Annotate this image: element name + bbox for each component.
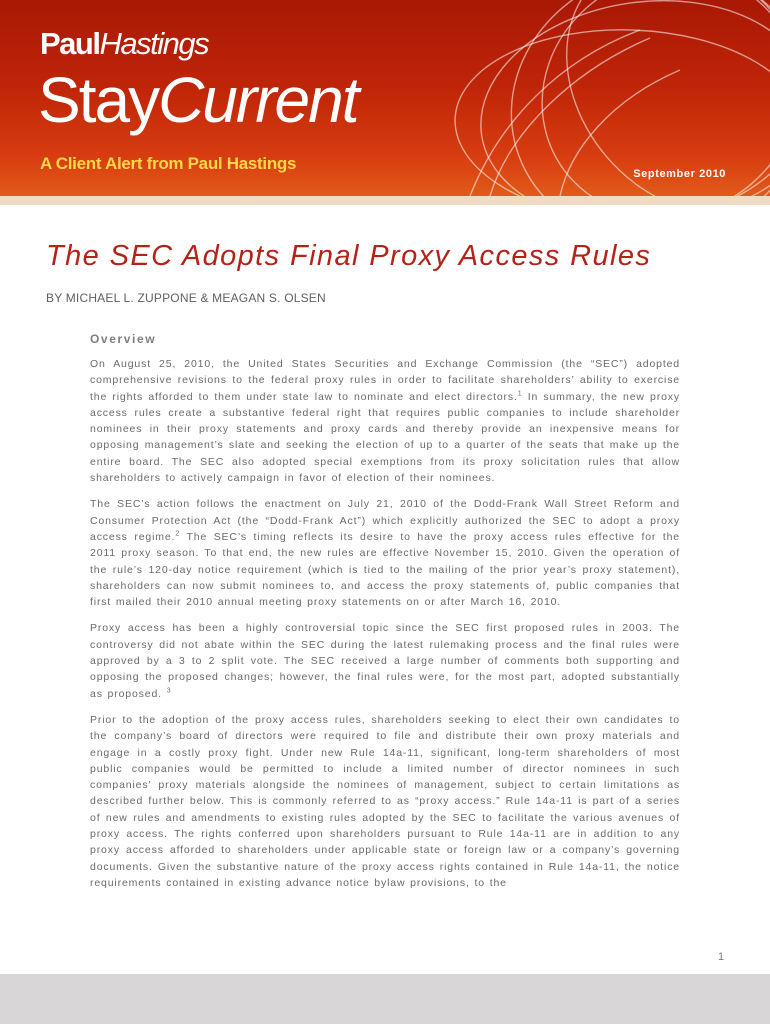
brand-name-last: Hastings xyxy=(99,26,209,61)
article-body xyxy=(90,332,680,901)
paragraph-text: The SEC’s action follows the enactment on July 21, 2010 of the Dodd-Frank Wall Street Reform and Consumer Protection Act (the “Dodd-Frank Act”) which explicitly authorized the SEC to adopt a proxy access regime. xyxy=(90,498,680,543)
page-number: 1 xyxy=(718,951,725,963)
paragraph xyxy=(90,356,680,486)
paragraph-text: The SEC’s timing reflects its desire to have the proxy access rules effective for the 2011 proxy season. To that end, the new rules are effective November 15, 2010. Given the operation of the rule’s 120-day notice requirement (which is tied to the mailing of the prior year’s proxy statement), shareholders can now submit nominees to, and access the proxy statements of, public companies that first mailed their 2010 annual meeting proxy statements on or after March 16, 2010. xyxy=(90,530,680,609)
publication-name xyxy=(38,64,358,136)
byline: BY MICHAEL L. ZUPPONE & MEAGAN S. OLSEN xyxy=(46,291,326,305)
article-title: The SEC Adopts Final Proxy Access Rules xyxy=(46,240,652,272)
paragraph-text: Prior to the adoption of the proxy access rules, shareholders seeking to elect their own candidates to the company’s board of directors were required to file and distribute their own proxy materials and engage in a costly proxy fight. Under new Rule 14a-11, significant, long-term shareholders of most public companies would be permitted to include a limited number of director nominees in such companies’ proxy materials alongside the nominees of management, subject to certain limitations as described further below. This is commonly referred to as “proxy access.” Rule 14a-11 is part of a series of new rules and amendments to existing rules adopted by the SEC to facilitate the various avenues of proxy access. The rights conferred upon shareholders pursuant to Rule 14a-11 are in addition to any proxy access afforded to shareholders under applicable state or foreign law or a company’s governing documents. Given the substantive nature of the proxy access rights contained in Rule 14a-11, the notice requirements contained in existing advance notice bylaw provisions, to the xyxy=(90,713,680,889)
paragraph xyxy=(90,712,680,891)
paragraph-text: In summary, the new proxy access rules create a substantive federal right that requires public companies to include shareholder nominees in their proxy statements and proxy cards and thereby provide an inexpensive means for opposing management’s slate and seeking the election of up to a quarter of the seats that make up the entire board. The SEC also adopted special exemptions from its proxy solicitation rules that allow shareholders to actively campaign in favor of election of their nominees. xyxy=(90,390,680,485)
paragraph-text: Proxy access has been a highly controversial topic since the SEC first proposed rules in 2003. The controversy did not abate within the SEC during the latest rulemaking process and the final rules were approved by a 3 to 2 split vote. The SEC received a large number of comments both supporting and opposing the proposed changes; however, the final rules were, for the most part, adopted substantially as proposed. xyxy=(90,622,680,700)
issue-date: September 2010 xyxy=(633,168,726,180)
brand-logo xyxy=(40,26,208,62)
paragraph xyxy=(90,496,680,610)
publication-name-first: Stay xyxy=(38,64,159,136)
paragraph-text: On August 25, 2010, the United States Securities and Exchange Commission (the “SEC”) adopted comprehensive revisions to the federal proxy rules in order to facilitate shareholders’ ability to exercise the rights afforded to them under state law to nominate and elect directors. xyxy=(90,358,680,403)
header-divider xyxy=(0,196,770,205)
publication-name-last: Current xyxy=(158,64,358,136)
footer-band xyxy=(0,974,770,1024)
footnote-ref: 3 xyxy=(166,687,172,695)
brand-name-first: Paul xyxy=(40,26,100,61)
masthead-banner xyxy=(0,0,770,196)
section-heading: Overview xyxy=(90,332,157,346)
footnote-ref: 1 xyxy=(517,390,523,398)
paragraph xyxy=(90,620,680,701)
footnote-ref: 2 xyxy=(175,530,181,538)
tagline: A Client Alert from Paul Hastings xyxy=(40,154,297,173)
